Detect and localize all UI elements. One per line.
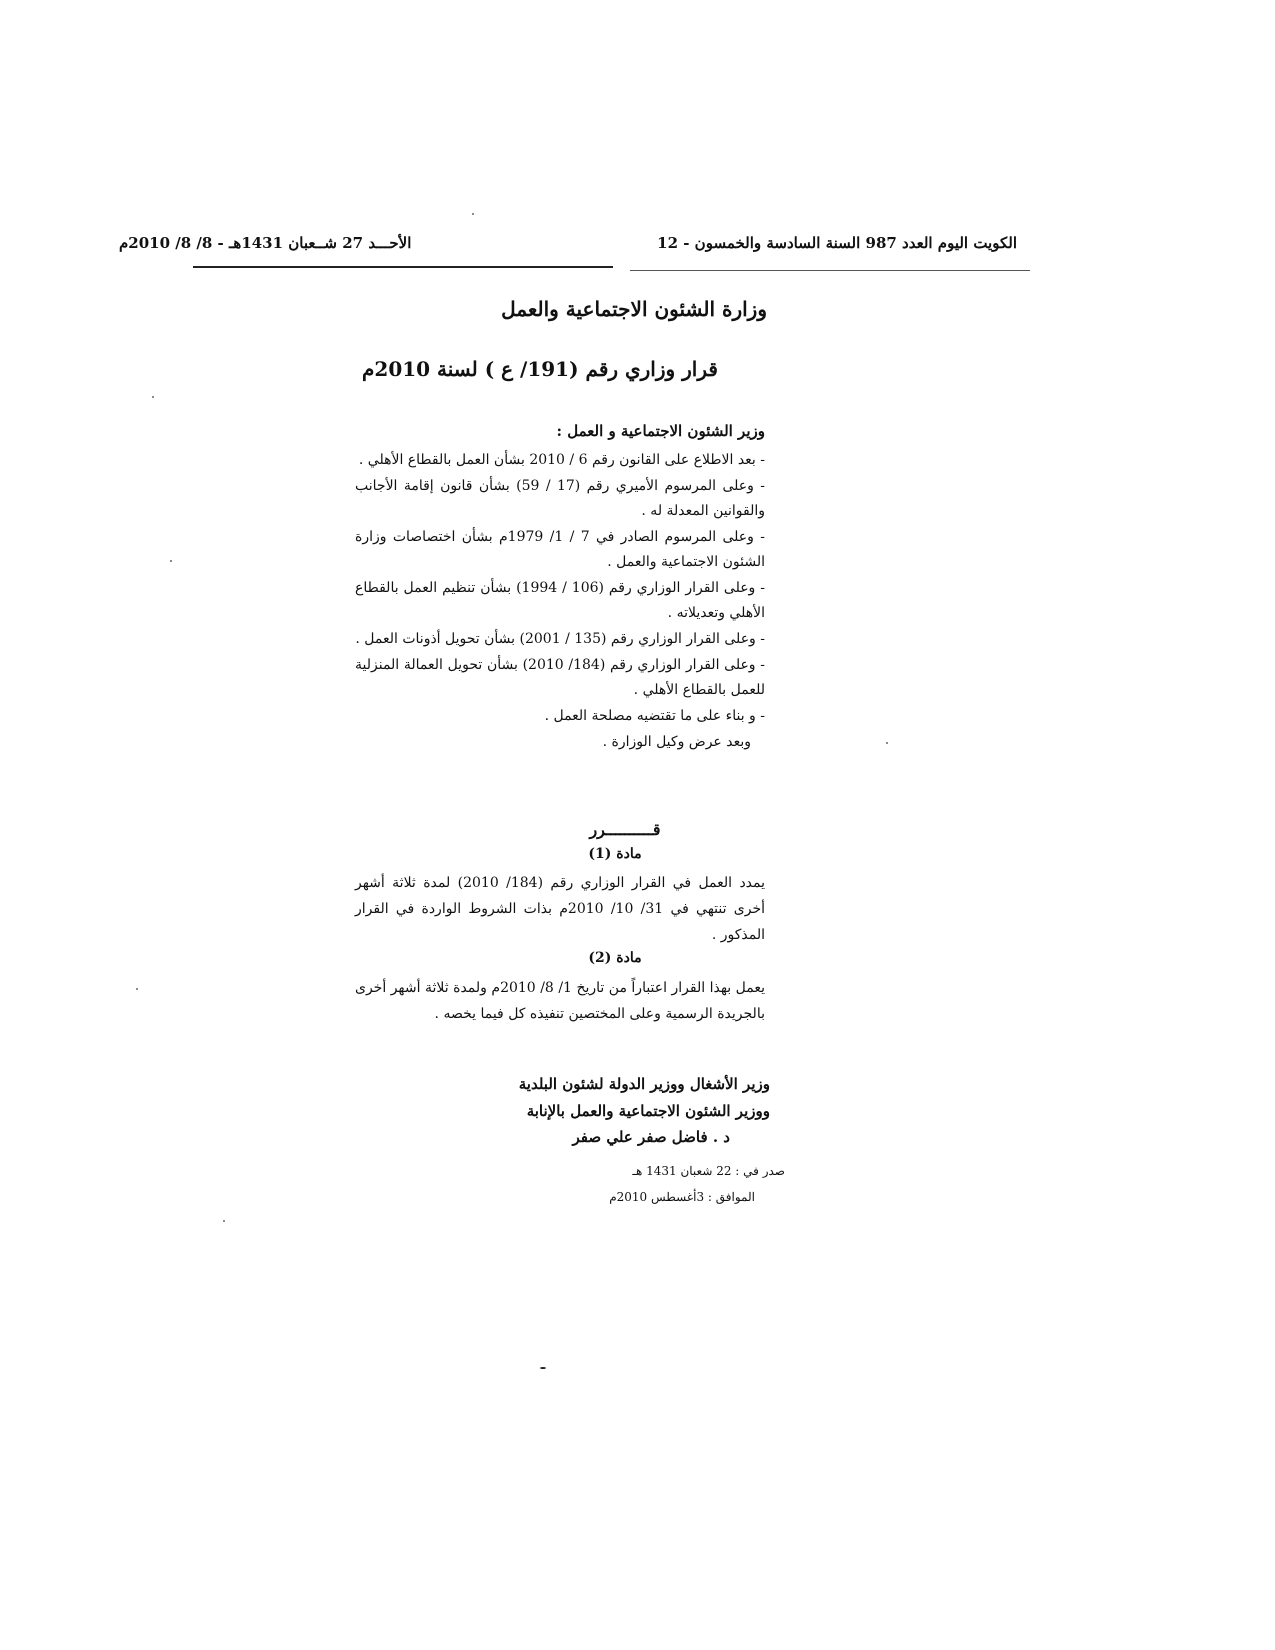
scan-speck	[136, 988, 138, 990]
header-rule-secondary	[630, 270, 1030, 271]
decision-title: قرار وزاري رقم (191/ ع ) لسنة 2010م	[362, 357, 718, 381]
decision-intro: وزير الشئون الاجتماعية و العمل :	[556, 422, 765, 440]
article-1-title: مادة (1)	[588, 846, 642, 862]
signatory-name: د . فاضل صفر علي صفر	[572, 1128, 730, 1146]
issued-date-hijri: صدر في : 22 شعبان 1431 هـ	[632, 1164, 785, 1178]
scan-speck	[170, 560, 172, 562]
header-rule	[193, 266, 613, 268]
scan-speck	[886, 742, 888, 744]
scan-speck	[472, 213, 474, 215]
preamble-item: وبعد عرض وكيل الوزارة .	[602, 734, 751, 750]
preamble-item: - وعلى المرسوم الأميري رقم (17 / 59) بشأن قانون إقامة الأجانب والقوانين المعدلة له .	[355, 478, 765, 519]
article-2-text: يعمل بهذا القرار اعتباراً من تاريخ 1/ 8/ 2010م ولمدة ثلاثة أشهر أخرى بالجريدة الرسمية وعلى المختصين تنفيذه كل فيما يخصه .	[355, 980, 766, 1022]
ministry-title: وزارة الشئون الاجتماعية والعمل	[501, 297, 767, 321]
preamble-item: - وعلى القرار الوزاري رقم (184/ 2010) بشأن تحويل العمالة المنزلية للعمل بالقطاع الأهلي .	[355, 657, 765, 698]
scan-speck	[152, 396, 154, 398]
preamble-item: - وعلى القرار الوزاري رقم (106 / 1994) بشأن تنظيم العمل بالقطاع الأهلي وتعديلاته .	[355, 580, 765, 621]
signature-title-line1: وزير الأشغال ووزير الدولة لشئون البلدية	[518, 1075, 770, 1093]
header-issue-info: الكويت اليوم العدد 987 السنة السادسة والخمسون - 12	[657, 234, 1017, 252]
scan-speck	[223, 1220, 225, 1222]
issued-date-gregorian: الموافق : 3أغسطس 2010م	[609, 1190, 755, 1204]
article-2-title: مادة (2)	[588, 950, 642, 966]
signature-title-line2: ووزير الشئون الاجتماعية والعمل بالإنابة	[526, 1102, 770, 1120]
decided-heading: قــــــــــرر	[589, 820, 661, 839]
preamble-item: - وعلى المرسوم الصادر في 7 / 1/ 1979م بشأن اختصاصات وزارة الشئون الاجتماعية والعمل .	[355, 529, 765, 570]
article-1-text: يمدد العمل في القرار الوزاري رقم (184/ 2010) لمدة ثلاثة أشهر أخرى تنتهي في 31/ 10/ 2010م بذات الشروط الواردة في القرار المذكور .	[355, 875, 766, 943]
preamble-item: - بعد الاطلاع على القانون رقم 6 / 2010 بشأن العمل بالقطاع الأهلي .	[358, 452, 765, 468]
preamble-list	[355, 448, 765, 756]
preamble-item: - و بناء على ما تقتضيه مصلحة العمل .	[544, 708, 765, 724]
preamble-item: - وعلى القرار الوزاري رقم (135 / 2001) بشأن تحويل أذونات العمل .	[355, 631, 765, 647]
header-date: الأحـــد 27 شــعبان 1431هـ - 8/ 8/ 2010م	[119, 234, 412, 252]
scan-speck	[540, 1367, 546, 1369]
